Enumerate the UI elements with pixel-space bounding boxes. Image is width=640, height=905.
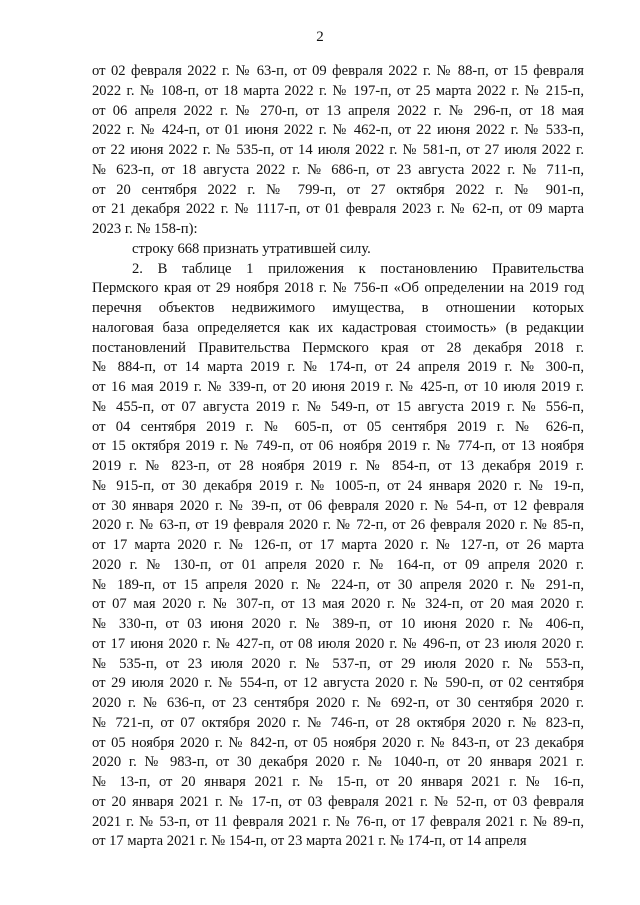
paragraph: [92, 260, 584, 853]
text-line: Пермского края от 29 ноября 2018 г. № 756-п «Об определении на 2019 год: [92, 280, 584, 297]
text-line: 2023 г. № 158-п):: [92, 221, 198, 237]
text-line: от 04 сентября 2019 г. № 605-п, от 05 сентября 2019 г. № 626-п,: [92, 418, 584, 435]
text-line: 2020 г. № 983-п, от 30 декабря 2020 г. № 1040-п, от 20 января 2021 г.: [92, 754, 584, 771]
text-line: № 189-п, от 15 апреля 2020 г. № 224-п, от 30 апреля 2020 г. № 291-п,: [92, 576, 584, 593]
text-line: № 13-п, от 20 января 2021 г. № 15-п, от 20 января 2021 г. № 16-п,: [92, 774, 584, 790]
text-line: от 22 июня 2022 г. № 535-п, от 14 июля 2022 г. № 581-п, от 27 июля 2022 г.: [92, 142, 584, 158]
text-line: от 07 мая 2020 г. № 307-п, от 13 мая 2020 г. № 324-п, от 20 мая 2020 г.: [92, 596, 584, 613]
text-line: от 05 ноября 2020 г. № 842-п, от 05 ноября 2020 г. № 843-п, от 23 декабря: [92, 734, 584, 751]
text-line: от 20 сентября 2022 г. № 799-п, от 27 октября 2022 г. № 901-п,: [92, 181, 584, 198]
text-line: от 17 июня 2020 г. № 427-п, от 08 июля 2020 г. № 496-п, от 23 июля 2020 г.: [92, 635, 584, 652]
text-line: от 30 января 2020 г. № 39-п, от 06 февраля 2020 г. № 54-п, от 12 февраля: [92, 497, 584, 514]
text-line: № 721-п, от 07 октября 2020 г. № 746-п, от 28 октября 2020 г. № 823-п,: [92, 714, 584, 731]
text-line: № 330-п, от 03 июня 2020 г. № 389-п, от 10 июня 2020 г. № 406-п,: [92, 616, 584, 632]
text-line: 2022 г. № 424-п, от 01 июня 2022 г. № 462-п, от 22 июня 2022 г. № 533-п,: [92, 122, 584, 139]
text-line: 2021 г. № 53-п, от 11 февраля 2021 г. № 76-п, от 17 февраля 2021 г. № 89-п,: [92, 813, 584, 830]
text-line: № 455-п, от 07 августа 2019 г. № 549-п, от 15 августа 2019 г. № 556-п,: [92, 398, 584, 415]
paragraph: [92, 240, 584, 260]
text-line: постановлений Правительства Пермского края от 28 декабря 2018 г.: [92, 339, 584, 356]
text-line: от 15 октября 2019 г. № 749-п, от 06 ноября 2019 г. № 774-п, от 13 ноября: [92, 438, 584, 455]
text-line: от 02 февраля 2022 г. № 63-п, от 09 февраля 2022 г. № 88-п, от 15 февраля: [92, 63, 584, 79]
text-line: налоговая база определяется как их кадастровая стоимость» (в редакции: [92, 319, 584, 336]
text-line: 2019 г. № 823-п, от 28 ноября 2019 г. № 854-п, от 13 декабря 2019 г.: [92, 458, 584, 474]
text-line: строку 668 признать утратившей силу.: [132, 240, 371, 257]
text-line: № 915-п, от 30 декабря 2019 г. № 1005-п, от 24 января 2020 г. № 19-п,: [92, 477, 584, 494]
text-line: от 17 марта 2020 г. № 126-п, от 17 марта 2020 г. № 127-п, от 26 марта: [92, 537, 584, 553]
paragraph: [92, 62, 584, 240]
text-line: № 884-п, от 14 марта 2019 г. № 174-п, от 24 апреля 2019 г. № 300-п,: [92, 359, 584, 376]
text-line: от 16 мая 2019 г. № 339-п, от 20 июня 2019 г. № 425-п, от 10 июля 2019 г.: [92, 379, 584, 395]
text-line: от 21 декабря 2022 г. № 1117-п, от 01 февраля 2023 г. № 62-п, от 09 марта: [92, 201, 584, 218]
text-line: 2. В таблице 1 приложения к постановлению Правительства: [132, 260, 584, 277]
text-line: 2020 г. № 63-п, от 19 февраля 2020 г. № 72-п, от 26 февраля 2020 г. № 85-п,: [92, 517, 584, 534]
page-number: 2: [316, 29, 324, 45]
text-line: 2020 г. № 636-п, от 23 сентября 2020 г. № 692-п, от 30 сентября 2020 г.: [92, 695, 584, 711]
document-body: [92, 62, 584, 852]
text-line: № 623-п, от 18 августа 2022 г. № 686-п, от 23 августа 2022 г. № 711-п,: [92, 161, 584, 178]
text-line: № 535-п, от 23 июля 2020 г. № 537-п, от 29 июля 2020 г. № 553-п,: [92, 655, 584, 672]
text-line: 2022 г. № 108-п, от 18 марта 2022 г. № 197-п, от 25 марта 2022 г. № 215-п,: [92, 82, 584, 99]
text-line: 2020 г. № 130-п, от 01 апреля 2020 г. № 164-п, от 09 апреля 2020 г.: [92, 556, 584, 573]
text-line: от 29 июля 2020 г. № 554-п, от 12 августа 2020 г. № 590-п, от 02 сентября: [92, 675, 584, 692]
text-line: от 06 апреля 2022 г. № 270-п, от 13 апреля 2022 г. № 296-п, от 18 мая: [92, 102, 584, 119]
text-line: от 20 января 2021 г. № 17-п, от 03 февраля 2021 г. № 52-п, от 03 февраля: [92, 793, 584, 810]
text-line: от 17 марта 2021 г. № 154-п, от 23 марта 2021 г. № 174-п, от 14 апреля: [92, 833, 527, 850]
text-line: перечня объектов недвижимого имущества, в отношении которых: [92, 300, 584, 316]
